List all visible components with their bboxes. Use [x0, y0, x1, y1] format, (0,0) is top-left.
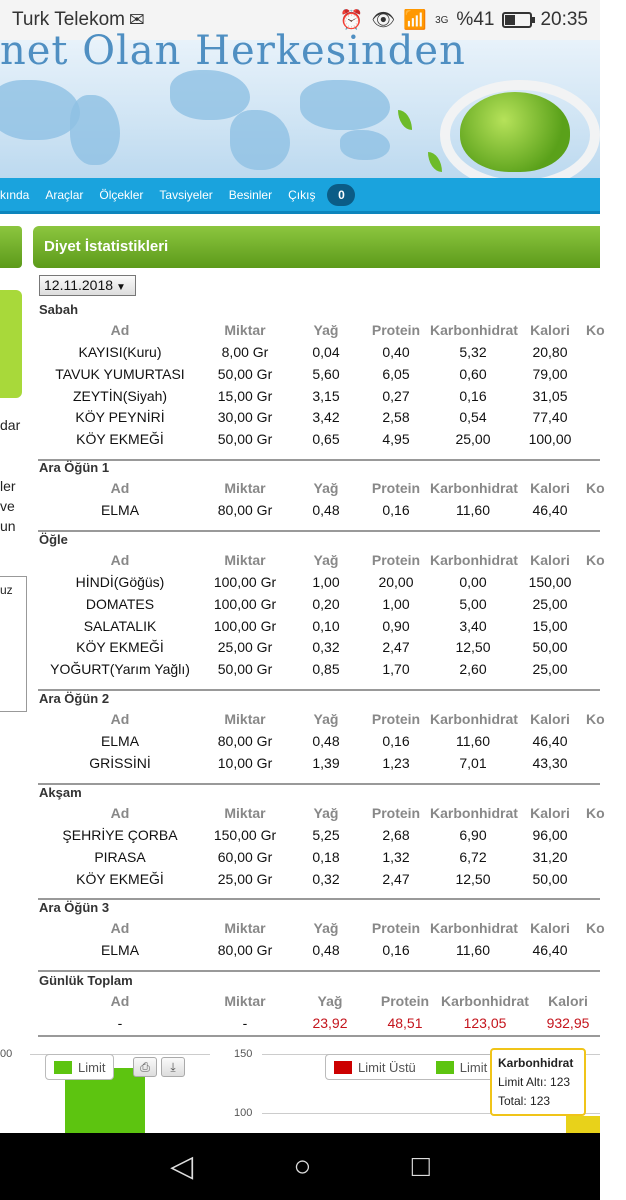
column-header: Karbonhidrat [430, 322, 518, 338]
table-cell: 100,00 Gr [213, 574, 277, 590]
table-cell: 50,00 [532, 870, 568, 887]
table-cell: 1,00 [312, 574, 340, 590]
table-cell: 0,40 [382, 344, 410, 360]
total-cell: 123,05 [463, 1015, 507, 1031]
table-cell: SALATALIK [83, 617, 157, 634]
column-header: Ad [110, 920, 130, 936]
download-icon[interactable]: ⤓ [161, 1057, 185, 1077]
table-row [0, 733, 600, 755]
map-shape [300, 80, 390, 130]
column-header: Ad [110, 322, 130, 338]
map-shape [0, 80, 80, 140]
chart-tooltip [490, 1048, 586, 1116]
table-cell: YOĞURT(Yarım Yağlı) [50, 661, 190, 678]
column-header: Miktar [224, 552, 266, 568]
table-cell: 60,00 Gr [217, 848, 273, 865]
table-cell: 6,90 [459, 827, 487, 843]
total-cell: - [117, 1015, 123, 1031]
table-cell: 0,16 [459, 387, 487, 404]
table-cell: 5,60 [312, 365, 340, 382]
map-shape [170, 70, 250, 120]
table-cell: 0,16 [382, 942, 410, 958]
table-cell: 100,00 [528, 431, 572, 448]
leaf-icon [398, 110, 412, 130]
y-tick-label: 100 [234, 1107, 253, 1119]
system-nav-bar [0, 1133, 600, 1200]
date-select[interactable] [39, 275, 136, 296]
column-header: Kalori [548, 993, 588, 1009]
column-header: Ko [586, 322, 605, 338]
y-tick-label: 150 [234, 1048, 253, 1060]
table-cell: 43,30 [532, 754, 568, 771]
column-header: Ko [586, 805, 605, 821]
column-header: Protein [371, 552, 421, 568]
table-cell: 0,16 [382, 502, 410, 518]
tooltip-line: Total: 123 [498, 1094, 551, 1108]
carrier-label: Turk Telekom [12, 9, 125, 30]
map-shape [70, 95, 120, 165]
nav-item-tavsiyeler[interactable]: Tavsiyeler [159, 187, 213, 202]
table-cell: 3,15 [312, 387, 340, 404]
column-header: Ad [110, 711, 130, 727]
carb-bar[interactable] [566, 1116, 600, 1133]
left-text: ve [0, 498, 15, 514]
battery-percent: %41 [456, 9, 495, 30]
back-icon[interactable]: ◁ [170, 1150, 194, 1183]
tooltip-line: Limit Altı: 123 [498, 1075, 571, 1089]
column-header: Karbonhidrat [441, 993, 529, 1009]
table-row [0, 574, 600, 596]
table-cell: 77,40 [532, 409, 568, 426]
column-header: Karbonhidrat [430, 711, 518, 727]
column-header: Miktar [224, 480, 266, 496]
meal-title: Sabah [39, 302, 79, 317]
table-cell: 1,70 [382, 661, 410, 678]
date-value: 12.11.2018 [44, 277, 114, 293]
nav-item-hakkinda[interactable]: kında [0, 187, 30, 202]
table-cell: 50,00 Gr [217, 661, 273, 678]
table-cell: 150,00 [528, 574, 572, 590]
column-header: Karbonhidrat [430, 805, 518, 821]
table-cell: 25,00 [532, 661, 568, 678]
table-cell: 100,00 Gr [213, 617, 277, 634]
battery-fill [505, 15, 515, 25]
table-cell: 5,00 [459, 595, 487, 612]
column-header: Yağ [313, 805, 339, 821]
column-header: Ko [586, 552, 605, 568]
column-header: Protein [371, 711, 421, 727]
wifi-icon: 📶 [403, 10, 428, 31]
column-header: Ko [586, 480, 605, 496]
table-cell: 2,58 [382, 409, 410, 426]
table-cell: 20,00 [378, 574, 414, 590]
left-chart-legend[interactable] [45, 1054, 114, 1080]
table-cell: KAYISI(Kuru) [78, 344, 162, 360]
legend-swatch [436, 1061, 454, 1074]
table-cell: 25,00 Gr [217, 870, 273, 887]
table-cell: 15,00 [532, 617, 568, 634]
table-cell: 25,00 Gr [217, 639, 273, 656]
table-cell: 96,00 [532, 827, 568, 843]
table-row [0, 661, 600, 683]
table-cell: 50,00 Gr [217, 431, 273, 448]
table-row [0, 639, 600, 661]
table-cell: 80,00 Gr [217, 733, 273, 749]
table-cell: 0,48 [312, 502, 340, 518]
column-header: Yağ [313, 920, 339, 936]
table-cell: ELMA [100, 733, 140, 749]
table-cell: 0,54 [459, 409, 487, 426]
table-cell: 15,00 Gr [217, 387, 273, 404]
table-cell: 0,32 [312, 639, 340, 656]
table-cell: 0,04 [312, 344, 340, 360]
column-header: Karbonhidrat [430, 920, 518, 936]
table-cell: 31,05 [532, 387, 568, 404]
column-header: Ad [110, 993, 130, 1009]
table-cell: 7,01 [459, 754, 487, 771]
table-row [0, 871, 600, 893]
column-header: Karbonhidrat [430, 552, 518, 568]
column-header: Kalori [530, 805, 570, 821]
notification-badge[interactable]: 0 [327, 184, 355, 206]
table-cell: 5,25 [312, 827, 340, 843]
column-header: Miktar [224, 805, 266, 821]
left-text: un [0, 518, 16, 534]
total-cell: 23,92 [312, 1015, 348, 1031]
table-cell: 0,32 [312, 870, 340, 887]
table-cell: ŞEHRİYE ÇORBA [62, 827, 178, 843]
column-header: Miktar [224, 920, 266, 936]
table-cell: 12,50 [455, 639, 491, 656]
table-cell: 12,50 [455, 870, 491, 887]
legend-label: Limit [78, 1059, 106, 1075]
column-header: Ko [586, 920, 605, 936]
section-divider [38, 530, 600, 532]
table-cell: 50,00 [532, 639, 568, 656]
column-header: Yağ [317, 993, 343, 1009]
table-cell: HİNDİ(Göğüs) [75, 574, 165, 590]
nav-item-cikis[interactable]: Çıkış [288, 187, 316, 202]
table-cell: 11,60 [456, 942, 490, 958]
table-cell: GRİSSİNİ [89, 754, 151, 771]
table-cell: 0,90 [382, 617, 410, 634]
table-cell: 8,00 Gr [221, 344, 269, 360]
y-tick-label: 00 [0, 1048, 13, 1060]
table-cell: 46,40 [532, 733, 568, 749]
table-row [0, 388, 600, 410]
table-cell: 0,10 [312, 617, 340, 634]
map-shape [340, 130, 390, 160]
column-header-row [0, 480, 605, 502]
table-cell: 10,00 Gr [217, 754, 273, 771]
column-header: Kalori [530, 322, 570, 338]
meal-title: Ara Öğün 3 [39, 900, 110, 915]
section-divider [38, 689, 600, 691]
column-header: Ad [110, 552, 130, 568]
table-cell: 46,40 [532, 502, 568, 518]
legend-swatch [334, 1061, 352, 1074]
table-row [0, 942, 600, 964]
panel-title: Diyet İstatistikleri [33, 226, 600, 268]
column-header: Yağ [313, 711, 339, 727]
table-row [0, 431, 600, 453]
table-cell: 2,47 [382, 870, 410, 887]
column-header: Ad [110, 805, 130, 821]
column-header: Kalori [530, 711, 570, 727]
table-cell: 0,48 [312, 942, 340, 958]
table-cell: 0,16 [382, 733, 410, 749]
table-cell: 1,00 [382, 595, 410, 612]
table-cell: PIRASA [94, 848, 146, 865]
column-header: Ko [586, 711, 605, 727]
table-cell: 11,60 [456, 733, 490, 749]
section-divider [38, 1035, 600, 1037]
table-row [0, 849, 600, 871]
column-header: Ad [110, 480, 130, 496]
network-label: 3G [435, 14, 449, 26]
table-row [0, 596, 600, 618]
table-cell: 0,60 [459, 365, 487, 382]
table-row [0, 409, 600, 431]
table-cell: ZEYTİN(Siyah) [72, 387, 168, 404]
legend-swatch [54, 1061, 72, 1074]
table-cell: KÖY EKMEĞİ [76, 431, 164, 448]
mail-icon: ✉ [128, 9, 145, 31]
table-cell: 1,32 [382, 848, 410, 865]
table-cell: 80,00 Gr [217, 942, 273, 958]
table-cell: 2,47 [382, 639, 410, 656]
total-cell: - [242, 1015, 248, 1031]
table-cell: 25,00 [455, 431, 491, 448]
meal-title: Ara Öğün 1 [39, 460, 110, 475]
legend-label: Limit [459, 1059, 488, 1075]
table-cell: 3,42 [312, 409, 340, 426]
nav-item-besinler[interactable]: Besinler [228, 187, 273, 202]
print-icon[interactable]: ⎙ [133, 1057, 157, 1077]
tooltip-title: Karbonhidrat [498, 1056, 574, 1070]
section-divider [38, 459, 600, 461]
table-cell: 1,39 [312, 754, 340, 771]
column-header-row [0, 322, 605, 344]
total-row [0, 1015, 600, 1037]
clock: 20:35 [540, 9, 588, 30]
chevron-down-icon: ▼ [116, 282, 126, 293]
column-header-row [0, 920, 605, 942]
table-cell: 100,00 Gr [213, 595, 277, 612]
table-cell: 6,05 [382, 365, 410, 382]
column-header: Protein [371, 920, 421, 936]
banner [0, 28, 600, 178]
table-cell: 50,00 Gr [217, 365, 273, 382]
table-cell: 4,95 [382, 431, 410, 448]
table-cell: 80,00 Gr [217, 502, 273, 518]
column-header: Protein [371, 322, 421, 338]
table-cell: 79,00 [532, 365, 568, 382]
table-cell: 6,72 [459, 848, 487, 865]
table-cell: 11,60 [456, 502, 490, 518]
table-row [0, 827, 600, 849]
section-divider [38, 898, 600, 900]
meal-title: Akşam [39, 785, 82, 800]
column-header-row [0, 805, 605, 827]
table-row [0, 755, 600, 777]
column-header: Kalori [530, 552, 570, 568]
meal-title: Öğle [39, 532, 68, 547]
table-cell: 0,18 [312, 848, 340, 865]
battery-icon [502, 12, 532, 28]
table-cell: 25,00 [532, 595, 568, 612]
table-cell: 2,60 [459, 661, 487, 678]
column-header: Miktar [224, 993, 266, 1009]
left-panel-header [0, 226, 22, 268]
total-cell: 932,95 [546, 1015, 590, 1031]
banner-title: net Olan Herkesinden [0, 28, 466, 74]
map-shape [230, 110, 290, 170]
table-cell: KÖY EKMEĞİ [76, 639, 164, 656]
main-nav [0, 178, 600, 214]
table-row [0, 502, 600, 524]
table-cell: 20,80 [532, 344, 568, 360]
column-header: Protein [380, 993, 430, 1009]
table-cell: 5,32 [459, 344, 487, 360]
table-cell: 2,68 [382, 827, 410, 843]
table-cell: 46,40 [532, 942, 568, 958]
table-cell: 0,20 [312, 595, 340, 612]
table-cell: TAVUK YUMURTASI [55, 365, 185, 382]
left-text: dar [0, 417, 21, 433]
table-cell: 1,23 [382, 754, 410, 771]
table-cell: 0,00 [459, 574, 487, 590]
daily-total-title: Günlük Toplam [39, 973, 133, 988]
column-header-row [0, 552, 605, 574]
table-cell: ELMA [100, 942, 140, 958]
home-icon[interactable]: ○ [293, 1149, 312, 1183]
column-header: Protein [371, 480, 421, 496]
column-header: Miktar [224, 711, 266, 727]
green-apple-image [460, 92, 570, 172]
column-header: Yağ [313, 552, 339, 568]
column-header: Miktar [224, 322, 266, 338]
column-header-row [0, 711, 605, 733]
left-text: ler [0, 478, 16, 494]
total-cell: 48,51 [387, 1015, 423, 1031]
table-row [0, 366, 600, 388]
table-row [0, 344, 600, 366]
legend-label: Limit Üstü [358, 1059, 416, 1075]
table-cell: 30,00 Gr [217, 409, 273, 426]
table-cell: 0,65 [312, 431, 340, 448]
table-cell: KÖY PEYNİRİ [75, 409, 165, 426]
leaf-icon [428, 152, 442, 172]
table-cell: KÖY EKMEĞİ [76, 870, 164, 887]
table-cell: 150,00 Gr [213, 827, 277, 843]
section-divider [38, 970, 600, 972]
nav-item-olcekler[interactable]: Ölçekler [99, 187, 144, 202]
table-cell: ELMA [100, 502, 140, 518]
total-header-row [0, 993, 600, 1015]
table-cell: 0,85 [312, 661, 340, 678]
table-row [0, 618, 600, 640]
alarm-icon: ⏰ [339, 10, 364, 31]
section-divider [38, 783, 600, 785]
recents-icon[interactable]: □ [411, 1149, 430, 1183]
eye-icon: 👁 [371, 10, 396, 31]
table-cell: 0,48 [312, 733, 340, 749]
column-header: Yağ [313, 480, 339, 496]
meal-title: Ara Öğün 2 [39, 691, 110, 706]
column-header: Kalori [530, 480, 570, 496]
left-text: uz [0, 583, 13, 597]
right-chart-legend[interactable] [325, 1054, 496, 1080]
nav-item-araclar[interactable]: Araçlar [45, 187, 84, 202]
table-cell: 3,40 [459, 617, 487, 634]
table-cell: 31,20 [532, 848, 568, 865]
column-header: Protein [371, 805, 421, 821]
column-header: Kalori [530, 920, 570, 936]
table-cell: 0,27 [382, 387, 410, 404]
column-header: Yağ [313, 322, 339, 338]
column-header: Karbonhidrat [430, 480, 518, 496]
table-cell: DOMATES [85, 595, 155, 612]
